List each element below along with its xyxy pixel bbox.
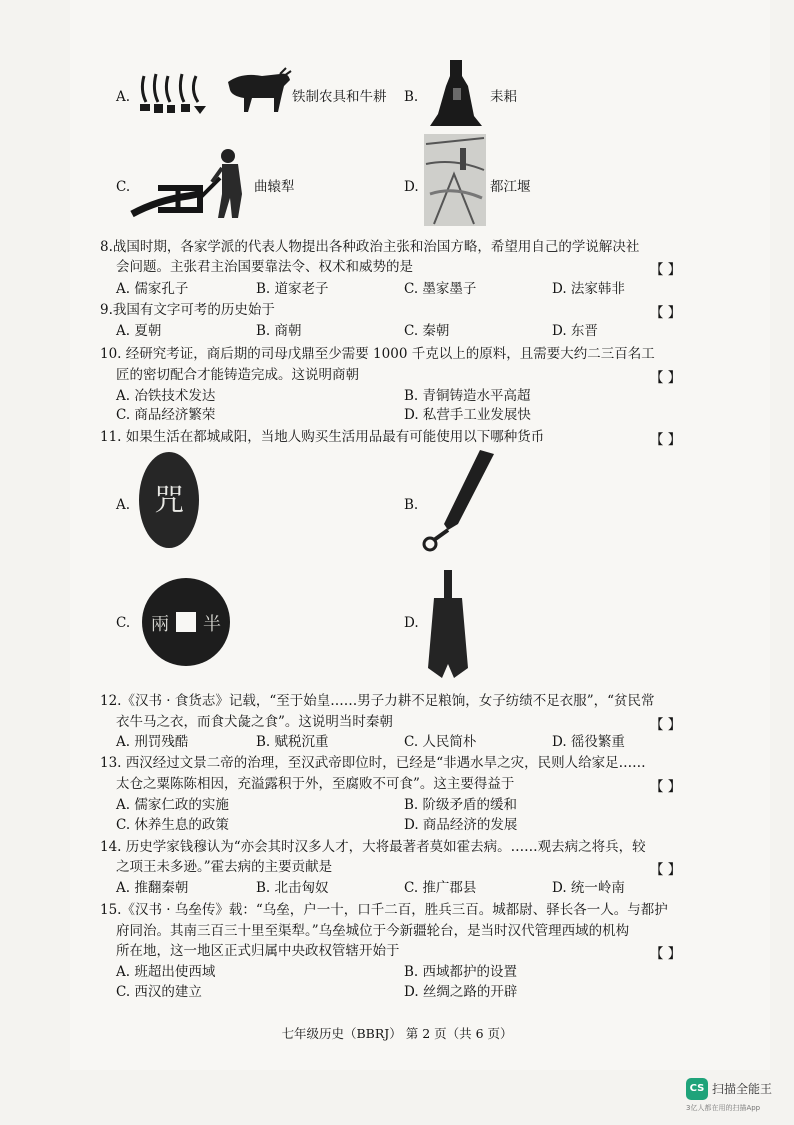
q7-option-a-text: 铁制农具和牛耕 bbox=[292, 89, 387, 105]
q14-answer-bracket: 【 】 bbox=[650, 862, 682, 878]
q9-stem: 9.我国有文字可考的历史始于 bbox=[100, 302, 275, 318]
q12-option-a: A. 刑罚残酷 bbox=[116, 734, 189, 750]
q9-option-c: C. 秦朝 bbox=[404, 323, 450, 339]
q9-option-b: B. 商朝 bbox=[256, 323, 302, 339]
q8-stem-line1: 8.战国时期，各家学派的代表人物提出各种政治主张和治国方略，希望用自己的学说解决社 bbox=[100, 239, 640, 255]
q13-answer-bracket: 【 】 bbox=[650, 779, 682, 795]
q7-option-b-text: 耒耜 bbox=[490, 89, 517, 105]
camscanner-logo-icon: CS bbox=[686, 1078, 708, 1100]
q10-answer-bracket: 【 】 bbox=[650, 370, 682, 386]
q11-answer-bracket: 【 】 bbox=[650, 432, 682, 448]
watermark-app-name: 扫描全能王 bbox=[712, 1082, 773, 1096]
q15-option-b: B. 西域都护的设置 bbox=[404, 964, 518, 980]
q10-stem-line2: 匠的密切配合才能铸造完成。这说明商朝 bbox=[116, 367, 359, 383]
banliang-coin-image bbox=[140, 576, 232, 668]
q8-option-c: C. 墨家墨子 bbox=[404, 281, 477, 297]
q7-option-d-text: 都江堰 bbox=[490, 179, 531, 195]
q15-stem-line1: 15.《汉书 · 乌垒传》载：“乌垒，户一十，口千二百，胜兵三百。城都尉、驿长各一人。与都护 bbox=[100, 902, 668, 918]
q11-stem: 11. 如果生活在都城咸阳，当地人购买生活用品最有可能使用以下哪种货币 bbox=[100, 429, 545, 445]
q14-option-b: B. 北击匈奴 bbox=[256, 880, 329, 896]
q13-option-b: B. 阶级矛盾的缓和 bbox=[404, 797, 518, 813]
q8-answer-bracket: 【 】 bbox=[650, 262, 682, 278]
q9-option-d: D. 东晋 bbox=[552, 323, 598, 339]
q10-option-d: D. 私营手工业发展快 bbox=[404, 407, 531, 423]
q14-stem-line1: 14. 历史学家钱穆认为“亦会其时汉多人才，大将最著者莫如霍去病。……观去病之将兵，较 bbox=[100, 839, 646, 855]
q10-option-a: A. 冶铁技术发达 bbox=[116, 388, 216, 404]
q12-stem-line1: 12.《汉书 · 食货志》记载，“至于始皇……男子力耕不足粮饷，女子纺绩不足衣服”，“贫民常 bbox=[100, 693, 655, 709]
q7-option-d-label: D. bbox=[404, 179, 419, 195]
curved-plough-image bbox=[128, 138, 250, 222]
spade-coin-image bbox=[418, 568, 478, 680]
q13-stem-line2: 太仓之粟陈陈相因，充溢露积于外，至腐败不可食”。这主要得益于 bbox=[116, 776, 515, 792]
coin-c-right-char: 半 bbox=[203, 614, 221, 635]
q8-option-a: A. 儒家孔子 bbox=[116, 281, 189, 297]
q8-stem-line2: 会问题。主张君主治国要靠法令、权术和威势的是 bbox=[116, 259, 413, 275]
q7-option-c-label: C. bbox=[116, 179, 131, 195]
q14-option-c: C. 推广郡县 bbox=[404, 880, 477, 896]
ox-image bbox=[222, 66, 292, 118]
q13-option-c: C. 休养生息的政策 bbox=[116, 817, 229, 833]
coin-c-left-char: 兩 bbox=[151, 614, 169, 635]
q8-option-d: D. 法家韩非 bbox=[552, 281, 625, 297]
q10-stem-line1: 10. 经研究考证，商后期的司母戊鼎至少需要 1000 千克以上的原料，且需要大约二三百名工 bbox=[100, 346, 655, 362]
q12-option-d: D. 徭役繁重 bbox=[552, 734, 625, 750]
q15-stem-line2: 府同治。其南三百三十里至渠犁。”乌垒城位于今新疆轮台，是当时汉代管理西域的机构 bbox=[116, 923, 630, 939]
q12-stem-line2: 衣牛马之衣，而食犬彘之食”。这说明当时秦朝 bbox=[116, 714, 393, 730]
q13-stem-line1: 13. 西汉经过文景二帝的治理，至汉武帝即位时，已经是“非遇水旱之灾，民则人给家足…… bbox=[100, 755, 646, 771]
knife-coin-image bbox=[418, 446, 498, 554]
leisi-plough-image bbox=[420, 56, 490, 128]
q7-option-a-label: A. bbox=[116, 89, 131, 105]
q15-option-c: C. 西汉的建立 bbox=[116, 984, 202, 1000]
ant-nose-coin-image bbox=[136, 448, 202, 552]
q14-option-d: D. 统一岭南 bbox=[552, 880, 625, 896]
q7-option-c-text: 曲辕犁 bbox=[254, 179, 295, 195]
q14-option-a: A. 推翻秦朝 bbox=[116, 880, 189, 896]
q10-option-b: B. 青铜铸造水平高超 bbox=[404, 388, 531, 404]
q15-answer-bracket: 【 】 bbox=[650, 946, 682, 962]
q12-answer-bracket: 【 】 bbox=[650, 717, 682, 733]
q9-answer-bracket: 【 】 bbox=[650, 305, 682, 321]
q15-stem-line3: 所在地，这一地区正式归属中央政权管辖开始于 bbox=[116, 943, 400, 959]
q7-option-b-label: B. bbox=[404, 89, 419, 105]
q11-option-d-label: D. bbox=[404, 615, 419, 631]
q11-option-c-label: C. bbox=[116, 615, 131, 631]
q8-option-b: B. 道家老子 bbox=[256, 281, 329, 297]
watermark-tagline: 3亿人都在用的扫描App bbox=[686, 1104, 761, 1112]
q12-option-b: B. 赋税沉重 bbox=[256, 734, 329, 750]
iron-tools-image bbox=[136, 68, 210, 120]
q10-option-c: C. 商品经济繁荣 bbox=[116, 407, 216, 423]
q11-option-b-label: B. bbox=[404, 497, 419, 513]
q11-option-a-label: A. bbox=[116, 497, 131, 513]
q13-option-a: A. 儒家仁政的实施 bbox=[116, 797, 229, 813]
q12-option-c: C. 人民简朴 bbox=[404, 734, 477, 750]
q14-stem-line2: 之项王未多逊。”霍去病的主要贡献是 bbox=[116, 859, 333, 875]
coin-a-char: 咒 bbox=[154, 483, 184, 518]
q13-option-d: D. 商品经济的发展 bbox=[404, 817, 518, 833]
dujiangyan-image bbox=[424, 134, 486, 226]
q15-option-a: A. 班超出使西域 bbox=[116, 964, 216, 980]
q9-option-a: A. 夏朝 bbox=[116, 323, 162, 339]
page-footer: 七年级历史（BBRJ） 第 2 页（共 6 页） bbox=[281, 1026, 513, 1041]
q15-option-d: D. 丝绸之路的开辟 bbox=[404, 984, 518, 1000]
